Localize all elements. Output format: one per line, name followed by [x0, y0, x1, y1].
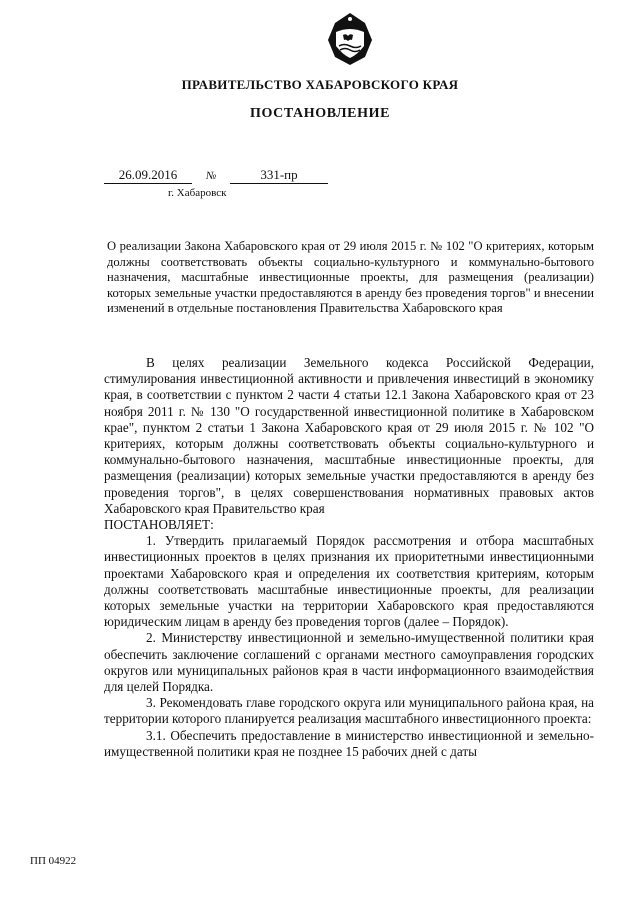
- number-sign: №: [206, 170, 217, 182]
- resolves-heading: ПОСТАНОВЛЯЕТ:: [104, 517, 214, 533]
- decree-number: 331-пр: [230, 166, 328, 184]
- decree-subject: О реализации Закона Хабаровского края от 29 июля 2015 г. № 102 "О критериях, которым должны соответствовать объекты социально-культурного и коммунально-бытового назначения, масштабные инвестиционные проекты, для размещения (реализации) которых земельные участки предоставляются в аренду без проведения торгов" и внесении изменений в отдельные постановления Правительства Хабаровского края: [107, 239, 594, 316]
- paragraph-3: 3. Рекомендовать главе городского округа или муниципального района края, на территории которого планируется реализация масштабного инвестиционного проекта:: [104, 695, 594, 727]
- decree-date: 26.09.2016: [104, 166, 192, 184]
- document-type: ПОСТАНОВЛЕНИЕ: [249, 106, 391, 121]
- paragraph-1: 1. Утвердить прилагаемый Порядок рассмотрения и отбора масштабных инвестиционных проектов в целях признания их приоритетными инвестиционными проектами Хабаровского края и определения их соответствия критериям, которым должны соответствовать масштабные инвестиционные проекты, для реализации которых земельные участки на территории Хабаровского края предоставляются юридическим лицам в аренду без проведения торгов (далее – Порядок).: [104, 533, 594, 630]
- coat-of-arms-emblem: [327, 12, 373, 66]
- document-code: ПП 04922: [30, 855, 77, 867]
- city-name: г. Хабаровск: [168, 187, 227, 199]
- preamble-paragraph: В целях реализации Земельного кодекса Российской Федерации, стимулирования инвестиционной активности и привлечения инвестиций в экономику края, в соответствии с пунктом 2 части 4 статьи 12.1 Закона Хабаровского края от 23 ноября 2011 г. № 130 "О государственной инвестиционной политике в Хабаровском крае", пунктом 2 статьи 1 Закона Хабаровского края от 29 июля 2015 г. № 102 "О критериях, которым должны соответствовать объекты социально-культурного и коммунально-бытового назначения, масштабные инвестиционные проекты, для размещения (реализации) которых земельные участки предоставляются в аренду без проведения торгов", в целях совершенствования нормативных правовых актов Хабаровского края Правительство края: [104, 355, 594, 516]
- paragraph-2: 2. Министерству инвестиционной и земельно-имущественной политики края обеспечить заключение соглашений с органами местного самоуправления городских округов или муниципальных районов края в части информационного взаимодействия для целей Порядка.: [104, 630, 594, 695]
- paragraph-3-1: 3.1. Обеспечить предоставление в министерство инвестиционной и земельно-имущественной политики края не позднее 15 рабочих дней с даты: [104, 727, 594, 759]
- government-name: ПРАВИТЕЛЬСТВО ХАБАРОВСКОГО КРАЯ: [181, 77, 459, 92]
- decree-body: [104, 355, 594, 760]
